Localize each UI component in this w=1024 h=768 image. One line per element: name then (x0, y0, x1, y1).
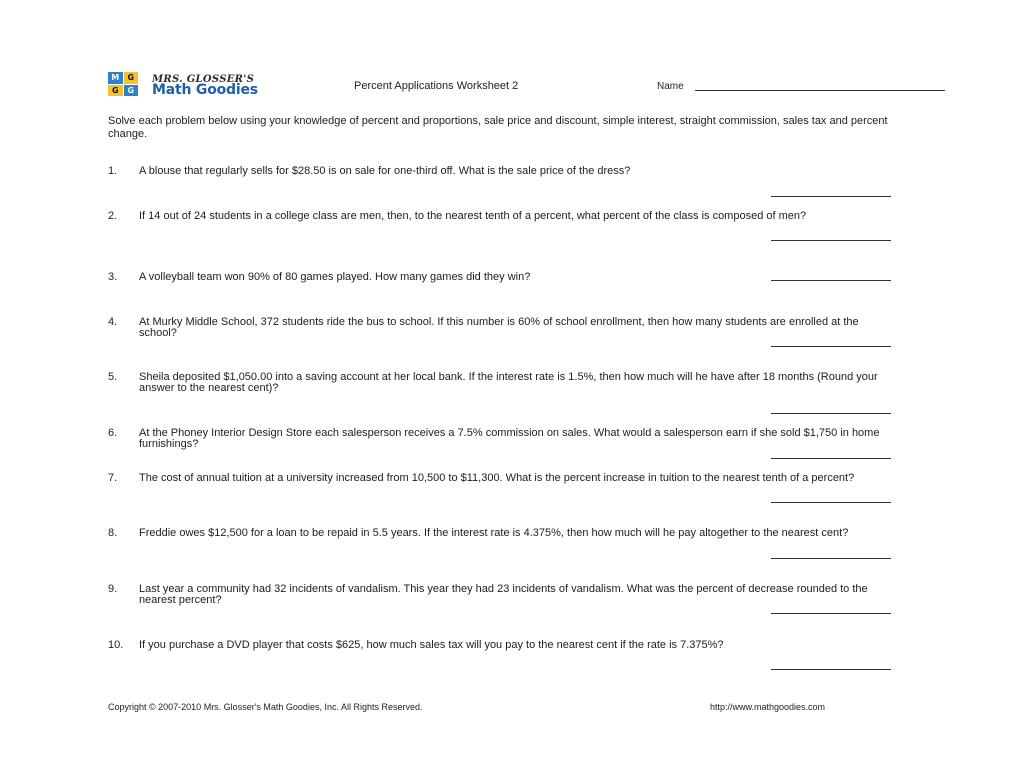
answer-line-6[interactable] (771, 458, 891, 459)
question-number: 7. (108, 472, 118, 484)
answer-line-3[interactable] (771, 280, 891, 281)
answer-line-1[interactable] (771, 196, 891, 197)
answer-line-2[interactable] (771, 240, 891, 241)
copyright-text: Copyright © 2007-2010 Mrs. Glosser's Math Goodies, Inc. All Rights Reserved. (108, 702, 423, 712)
math-goodies-logo (108, 72, 308, 98)
question-text: Last year a community had 32 incidents of vandalism. This year they had 23 incidents of vandalism. What was the percent of decrease rounded to the nearest percent? (139, 583, 868, 606)
answer-line-10[interactable] (771, 669, 891, 670)
question-number: 1. (108, 165, 118, 177)
question-number: 9. (108, 583, 118, 595)
question-number: 4. (108, 316, 118, 328)
question-number: 3. (108, 271, 118, 283)
website-url: http://www.mathgoodies.com (710, 702, 826, 712)
question-number: 2. (108, 210, 118, 222)
question-number: 5. (108, 371, 118, 383)
logo-top-text: MRS. GLOSSER'S (152, 74, 255, 85)
answer-line-8[interactable] (771, 558, 891, 559)
question-number: 10. (108, 639, 124, 651)
question-text: Freddie owes $12,500 for a loan to be repaid in 5.5 years. If the interest rate is 4.375%, then how much will he pay altogether to the nearest cent? (139, 527, 849, 539)
name-label: Name (657, 81, 684, 92)
question-text: A blouse that regularly sells for $28.50 is on sale for one-third off. What is the sale price of the dress? (139, 165, 631, 177)
question-number: 6. (108, 427, 118, 439)
question-text: If 14 out of 24 students in a college class are men, then, to the nearest tenth of a percent, what percent of the class is composed of men? (139, 210, 807, 222)
answer-line-9[interactable] (771, 613, 891, 614)
logo-cell: G (124, 72, 139, 84)
answer-line-5[interactable] (771, 413, 891, 414)
logo-main-text: Math Goodies (152, 82, 258, 98)
question-text: If you purchase a DVD player that costs $625, how much sales tax will you pay to the nearest cent if the rate is 7.375%? (139, 639, 724, 651)
instructions: Solve each problem below using your knowledge of percent and proportions, sale price and discount, simple interest, straight commission, sales tax and percent change. (108, 115, 888, 140)
name-field[interactable] (695, 90, 945, 91)
question-text: At Murky Middle School, 372 students ride the bus to school. If this number is 60% of school enrollment, then how many students are enrolled at the school? (139, 316, 859, 339)
logo-cell: G (124, 85, 139, 97)
question-text: Sheila deposited $1,050.00 into a saving account at her local bank. If the interest rate is 1.5%, then how much will he have after 18 months (Round your answer to the nearest cent)? (139, 371, 878, 394)
question-number: 8. (108, 527, 118, 539)
logo-grid-icon (108, 72, 138, 96)
logo-cell: M (108, 72, 123, 84)
question-text: The cost of annual tuition at a university increased from 10,500 to $11,300. What is the percent increase in tuition to the nearest tenth of a percent? (139, 472, 855, 484)
answer-line-4[interactable] (771, 346, 891, 347)
worksheet-title: Percent Applications Worksheet 2 (354, 80, 519, 92)
logo-cell: G (108, 85, 123, 97)
question-text: A volleyball team won 90% of 80 games played. How many games did they win? (139, 271, 531, 283)
answer-line-7[interactable] (771, 502, 891, 503)
question-text: At the Phoney Interior Design Store each salesperson receives a 7.5% commission on sales. What would a salesperson earn if she sold $1,750 in home furnishings? (139, 427, 880, 450)
